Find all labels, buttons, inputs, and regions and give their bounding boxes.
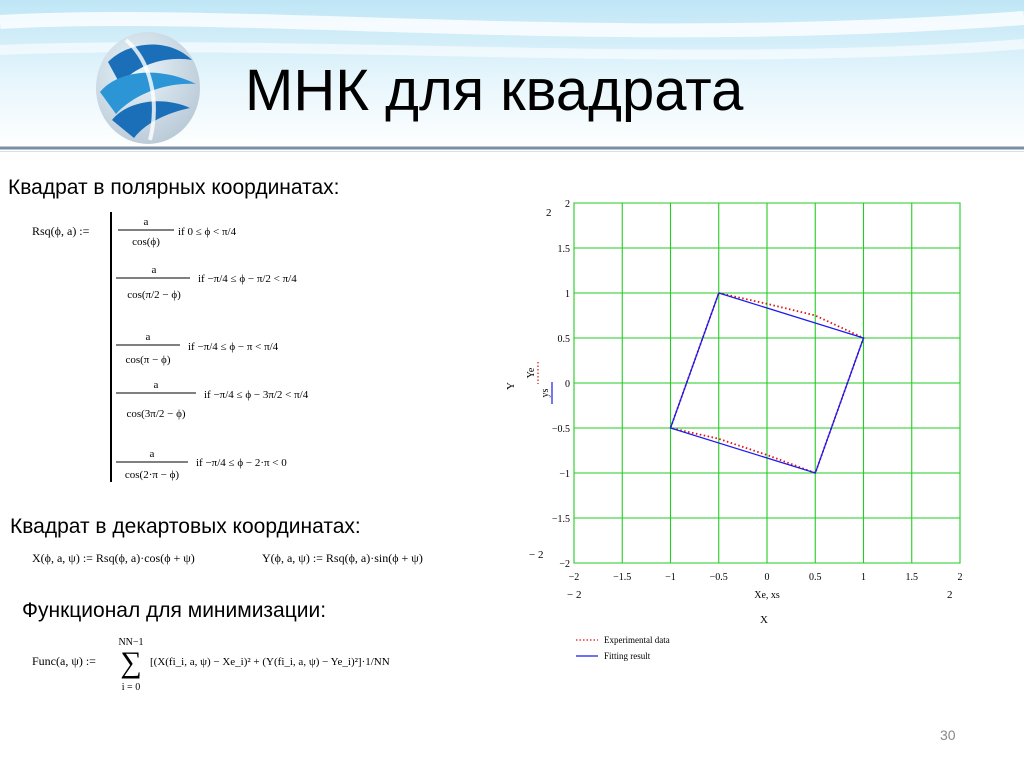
y-tick-label: −1.5 xyxy=(551,514,570,525)
x-tick-label: 2 xyxy=(957,572,963,583)
heading-cartesian: Квадрат в декартовых координатах: xyxy=(10,515,361,538)
svg-text:a: a xyxy=(153,379,159,391)
sigma-icon: ∑ xyxy=(120,646,142,679)
x-range-label-left: − 2 xyxy=(567,589,582,601)
svg-text:if −π/4 ≤ ϕ − π < π/4: if −π/4 ≤ ϕ − π < π/4 xyxy=(188,341,279,353)
x-tick-label: 1.5 xyxy=(905,572,918,583)
x-tick-label: 0 xyxy=(764,572,770,583)
polar-case-5 xyxy=(116,448,287,481)
svg-text:[(X(fi_i, a, ψ) − Xe_i)² + (Y(: [(X(fi_i, a, ψ) − Xe_i)² + (Y(fi_i, a, ψ) − Ye_i)²]·1/NN xyxy=(150,656,390,668)
svg-text:Func(a, ψ) :=: Func(a, ψ) := xyxy=(32,654,96,668)
page-number: 30 xyxy=(940,727,956,743)
x-tick-label: −2 xyxy=(568,572,580,583)
y-tick-label: −1 xyxy=(559,469,570,480)
y-tick-label: 2 xyxy=(565,199,570,210)
x-formula: X(ϕ, a, ψ) := Rsq(ϕ, a)·cos(ϕ + ψ) xyxy=(32,551,195,565)
svg-text:if −π/4 ≤ ϕ − 2·π < 0: if −π/4 ≤ ϕ − 2·π < 0 xyxy=(196,457,287,469)
y-tick-label: −0.5 xyxy=(551,424,570,435)
chart-legend xyxy=(576,635,670,661)
y-tick-label: −2 xyxy=(559,559,570,570)
svg-text:i = 0: i = 0 xyxy=(121,682,141,693)
x-tick-label: −1 xyxy=(665,572,676,583)
legend-fit-label: Fitting result xyxy=(604,651,651,661)
y-tick-label: 0.5 xyxy=(557,334,570,345)
svg-text:a: a xyxy=(143,216,149,228)
legend-experimental-label: Experimental data xyxy=(604,635,670,645)
y-extra-label-bottom: − 2 xyxy=(529,549,544,561)
y-tick-label: 1.5 xyxy=(557,244,570,255)
svg-text:NN−1: NN−1 xyxy=(118,637,144,648)
svg-text:if 0 ≤ ϕ < π/4: if 0 ≤ ϕ < π/4 xyxy=(178,226,237,238)
y-series-label-2: ys xyxy=(540,388,551,398)
slide-title: МНК для квадрата xyxy=(245,58,744,123)
svg-text:cos(ϕ): cos(ϕ) xyxy=(132,236,160,248)
svg-text:a: a xyxy=(151,264,157,276)
x-tick-label: 1 xyxy=(861,572,866,583)
svg-text:a: a xyxy=(149,448,155,460)
polar-def: Rsq(ϕ, a) := xyxy=(32,224,90,238)
x-tick-label: −1.5 xyxy=(613,572,632,583)
globe-logo-icon xyxy=(96,32,200,144)
y-formula: Y(ϕ, a, ψ) := Rsq(ϕ, a)·sin(ϕ + ψ) xyxy=(262,551,423,565)
x-range-label-right: 2 xyxy=(947,589,953,601)
svg-text:a: a xyxy=(145,331,151,343)
cartesian-formulas xyxy=(30,546,470,570)
svg-text:if −π/4 ≤ ϕ − π/2 < π/4: if −π/4 ≤ ϕ − π/2 < π/4 xyxy=(198,273,297,285)
svg-text:cos(π/2 − ϕ): cos(π/2 − ϕ) xyxy=(127,289,181,301)
x-tick-label: −0.5 xyxy=(709,572,728,583)
y-tick-label: 1 xyxy=(565,289,570,300)
polar-case-1 xyxy=(118,216,237,248)
x-axis-label: Xe, xs xyxy=(754,590,780,601)
heading-functional: Функционал для минимизации: xyxy=(22,599,327,622)
polar-formula xyxy=(28,210,358,490)
svg-text:cos(3π/2 − ϕ): cos(3π/2 − ϕ) xyxy=(126,408,186,420)
polar-case-4 xyxy=(116,379,309,420)
y-axis-label: Y xyxy=(505,382,517,390)
polar-case-2 xyxy=(116,264,297,301)
y-extra-label-top: 2 xyxy=(546,207,552,219)
heading-polar: Квадрат в полярных координатах: xyxy=(8,176,340,199)
x-tick-labels xyxy=(569,572,963,583)
square-fit-chart xyxy=(500,190,1000,670)
svg-text:if −π/4 ≤ ϕ − 3π/2 < π/4: if −π/4 ≤ ϕ − 3π/2 < π/4 xyxy=(204,389,309,401)
functional-formula xyxy=(30,632,450,694)
y-series-label-1: Ye xyxy=(526,367,537,379)
x-axis-label-2: X xyxy=(760,614,768,626)
y-tick-label: 0 xyxy=(565,379,570,390)
x-tick-label: 0.5 xyxy=(809,572,822,583)
polar-case-3 xyxy=(116,331,279,366)
svg-text:cos(2·π − ϕ): cos(2·π − ϕ) xyxy=(124,469,180,481)
svg-text:cos(π − ϕ): cos(π − ϕ) xyxy=(125,354,171,366)
y-tick-labels xyxy=(552,199,570,570)
